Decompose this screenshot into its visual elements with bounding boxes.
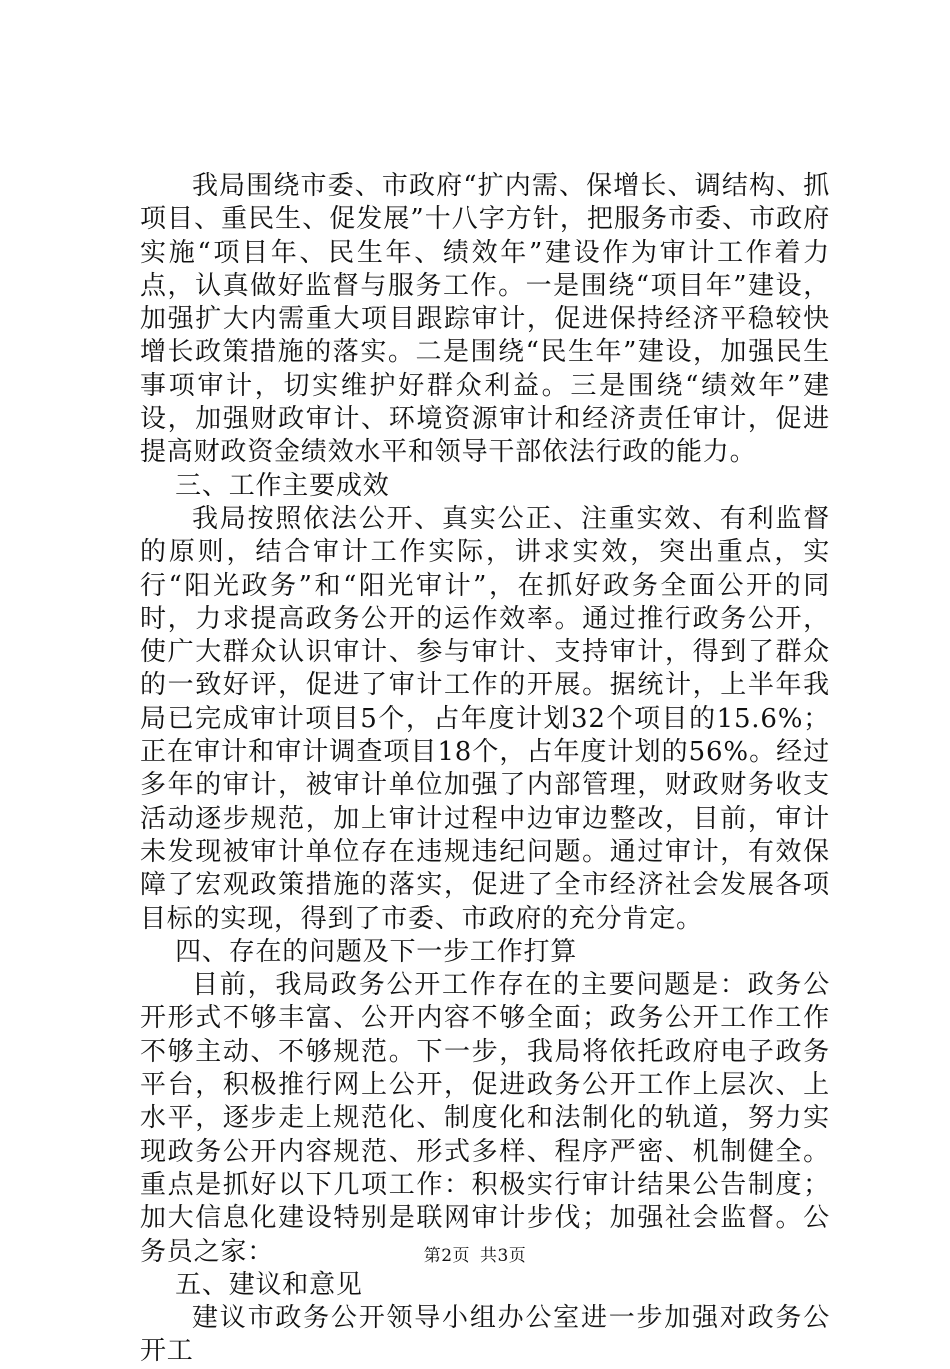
page-total: 共3页 <box>479 1246 527 1266</box>
page-number: 第2页 <box>423 1246 471 1266</box>
section-heading-results: 三、工作主要成效 <box>175 470 390 501</box>
paragraph-problems: 目前，我局政务公开工作存在的主要问题是：政务公开形式不够丰富、公开内容不够全面；政务公开工作工作不够主动、不够规范。下一步，我局将依托政府电子政务平台，积极推行网上公开，促进政务公开工作上层次、上水平，逐步走上规范化、制度化和法制化的轨道，努力实现政务公开内容规范、形式多样、程序严密、机制健全。重点是抓好以下几项工作：积极实行审计结果公告制度；加大信息化建设特别是联网审计步伐；加强社会监督。公务员之家： <box>140 970 830 1267</box>
section-heading-suggestions: 五、建议和意见 <box>175 1269 363 1300</box>
section-heading-problems: 四、存在的问题及下一步工作打算 <box>175 936 578 967</box>
paragraph-audit-focus: 我局围绕市委、市政府“扩内需、保增长、调结构、抓项目、重民生、促发展”十八字方针，把服务市委、市政府实施“项目年、民生年、绩效年”建设作为审计工作着力点，认真做好监督与服务工作。一是围绕“项目年”建设，加强扩大内需重大项目跟踪审计，促进保持经济平稳较快增长政策措施的落实。二是围绕“民生年”建设，加强民生事项审计，切实维护好群众利益。三是围绕“绩效年”建设，加强财政审计、环境资源审计和经济责任审计，促进提高财政资金绩效水平和领导干部依法行政的能力。 <box>140 171 830 468</box>
page-footer <box>0 1241 950 1266</box>
paragraph-results: 我局按照依法公开、真实公正、注重实效、有利监督的原则，结合审计工作实际，讲求实效，突出重点，实行“阳光政务”和“阳光审计”，在抓好政务全面公开的同时，力求提高政务公开的运作效率。通过推行政务公开，使广大群众认识审计、参与审计、支持审计，得到了群众的一致好评，促进了审计工作的开展。据统计，上半年我局已完成审计项目5个，占年度计划32个项目的15.6%；正在审计和审计调查项目18个，占年度计划的56%。经过多年的审计，被审计单位加强了内部管理，财政财务收支活动逐步规范，加上审计过程中边审边整改，目前，审计未发现被审计单位存在违规违纪问题。通过审计，有效保障了宏观政策措施的落实，促进了全市经济社会发展各项目标的实现，得到了市委、市政府的充分肯定。 <box>140 503 830 934</box>
paragraph-suggestions: 建议市政务公开领导小组办公室进一步加强对政务公开工 <box>140 1303 830 1367</box>
document-body <box>140 170 830 1369</box>
